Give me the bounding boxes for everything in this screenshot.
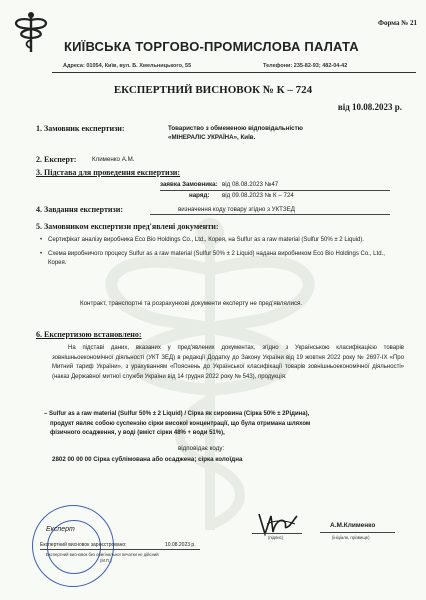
name-line: [320, 532, 395, 533]
document-title: ЕКСПЕРТНИЙ ВИСНОВОК № К – 724: [113, 84, 313, 96]
customer-value-line2: «МІНЕРАЛІС УКРАЇНА», Київ.: [168, 134, 256, 141]
documents-list: [40, 236, 400, 273]
name-caption: (ініціали, прізвище): [332, 535, 370, 540]
expert-label: 2. Експерт:: [36, 155, 77, 164]
documents-note: Контракт, транспортні та розрахункові документи експерту не пред'являлися.: [80, 300, 303, 307]
chamber-address: Адреса: 01054, Київ, вул. Б. Хмельницького, 55: [63, 63, 192, 69]
signature-line: [252, 533, 302, 534]
customer-label: 1. Замовник експертизи:: [36, 124, 125, 133]
finding-paragraph: На підставі даних, вказаних у пред'явлених документах, згідно з Українською класифікацією товарів зовнішньоекономічної діяльності (УКТ ЗЕД) в редакції Додатку до Закону України від 19 жовтня 2022 року № 2697-ІХ «Про Митний тариф України», з урахуванням «Пояснень до Української класифікації товарів зовнішньоекономічної діяльності» (наказ Державної митної служби України від 14 грудня 2022 року № 543), продукція:: [52, 345, 404, 380]
registered-note: Експертний висновок без оригінальної печатки не дійсний: [46, 552, 159, 557]
signature-caption: (підпис): [268, 535, 284, 540]
product-line-1: – Sulfur as a raw material (Sulfur 50% ± 2 Liquid) / Сірка як сировина (Сірка 50% ± 2Рідина),: [44, 411, 310, 417]
order-value: від 09.08.2023 № К – 724: [222, 192, 294, 199]
order-label: наряд:: [189, 192, 210, 199]
registered-underline: [40, 549, 200, 550]
chamber-name: КИЇВСЬКА ТОРГОВО-ПРОМИСЛОВА ПАЛАТА: [64, 39, 359, 54]
registered-label: Експертний висновок зареєстровано:: [40, 542, 127, 548]
chamber-phones: Телефони: 235-82-93; 482-04-42: [263, 63, 348, 69]
documents-label: 5. Замовником експертизи пред'явлені документи:: [36, 222, 219, 231]
document-item: • Сертифікат аналізу виробника Eco Bio Holdings Co., Ltd., Корея, на Sulfur as a raw material (Sulfur 50% ± 2 Liquid).: [40, 236, 400, 246]
task-label: 4. Завдання експертизи:: [36, 205, 123, 214]
task-value: визначення коду товару згідно з УКТЗЕД: [178, 206, 295, 213]
registered-note-2: (М.П.): [100, 558, 112, 563]
product-line-2: продукт являє собою суспензію сірки високої концентрації, що була отримана шляхом: [50, 420, 311, 427]
task-underline: [150, 214, 390, 215]
finding-label: 6. Експертизою встановлено:: [36, 330, 142, 339]
product-line-3: фізичного осадження, у воді (вміст сірки 48% + води 51%),: [50, 430, 225, 437]
document-date: від 10.08.2023 р.: [337, 102, 402, 112]
customer-value: Товариство з обмеженою відповідальністю: [168, 125, 303, 132]
stamp-word: Експерт: [46, 526, 75, 533]
request-value: від 08.08.2023 №47: [222, 181, 279, 188]
code-line: 2802 00 00 00 Сірка сублімована або осаджена; сірка колоїдна: [52, 456, 243, 463]
chamber-logo-icon: [9, 10, 53, 54]
registered-date: 10.08.2023 р.: [165, 542, 196, 548]
request-label: заявка Замовника:: [160, 181, 218, 188]
expert-name: А.М.Клименко: [330, 522, 376, 529]
expert-value: Клименко А.М.: [92, 156, 135, 163]
product-description: [44, 410, 394, 439]
header-divider: [52, 72, 416, 73]
document-item: • Схема виробничого процесу Sulfur as a raw material (Sulfur 50% ± 2 Liquid) надана виробником Eco Bio Holdings Co., Ltd., Корея.: [40, 250, 400, 269]
corresponds-label: відповідає коду:: [178, 445, 225, 452]
form-number: Форма № 21: [377, 19, 417, 27]
basis-underline: [160, 190, 390, 191]
basis-label: 3. Підстава для проведення експертизи:: [36, 168, 181, 177]
